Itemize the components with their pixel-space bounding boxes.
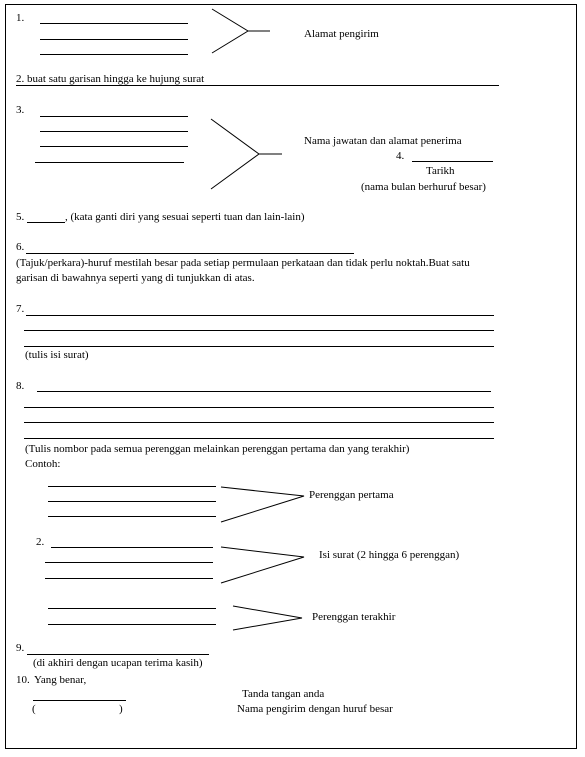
date-label: Tarikh xyxy=(426,165,455,177)
sender-name-label: Nama pengirim dengan huruf besar xyxy=(237,703,393,715)
content-line xyxy=(24,330,494,331)
example-line xyxy=(48,624,216,625)
example-label: Contoh: xyxy=(25,458,61,470)
item-5-number: 5. xyxy=(16,211,25,223)
recipient-address-line xyxy=(40,131,188,132)
sign-off-text: Yang benar, xyxy=(34,674,87,686)
sender-address-label: Alamat pengirim xyxy=(304,28,379,40)
recipient-address-line xyxy=(40,146,188,147)
paragraph-line xyxy=(24,438,494,439)
example-line xyxy=(48,516,216,517)
example-line xyxy=(48,486,216,487)
date-line xyxy=(412,161,493,162)
example-line xyxy=(48,501,216,502)
paragraph-number: 2. xyxy=(36,536,45,548)
example-line xyxy=(48,608,216,609)
item-1-number: 1. xyxy=(16,12,25,24)
salutation-note: , (kata ganti diri yang sesuai seperti tuan dan lain-lain) xyxy=(65,211,305,223)
signature-line xyxy=(33,700,126,701)
example-line xyxy=(45,562,213,563)
name-paren-open: ( xyxy=(32,703,36,715)
title-line xyxy=(26,253,354,254)
recipient-address-line xyxy=(40,116,188,117)
item-2-text: 2. buat satu garisan hingga ke hujung surat xyxy=(16,73,499,86)
closing-line xyxy=(27,654,209,655)
example-line xyxy=(45,578,213,579)
closing-note: (di akhiri dengan ucapan terima kasih) xyxy=(33,657,203,669)
address-line xyxy=(40,54,188,55)
paragraph-line xyxy=(24,422,494,423)
content-note: (tulis isi surat) xyxy=(25,349,89,361)
first-paragraph-label: Perenggan pertama xyxy=(309,489,394,501)
item-4-number: 4. xyxy=(396,150,405,162)
content-line xyxy=(26,315,494,316)
last-paragraph-label: Perenggan terakhir xyxy=(312,611,396,623)
recipient-address-line xyxy=(35,162,184,163)
title-instruction-line1: (Tajuk/perkara)-huruf mestilah besar pada setiap permulaan perkataan dan tidak perlu noktah.Buat satu xyxy=(16,257,470,269)
example-line xyxy=(51,547,213,548)
content-line xyxy=(24,346,494,347)
item-7-number: 7. xyxy=(16,303,25,315)
item-9-number: 9. xyxy=(16,642,25,654)
signature-label: Tanda tangan anda xyxy=(242,688,325,700)
salutation-line xyxy=(27,222,65,223)
name-paren-close: ) xyxy=(119,703,123,715)
item-8-number: 8. xyxy=(16,380,25,392)
item-6-number: 6. xyxy=(16,241,25,253)
paragraph-line xyxy=(24,407,494,408)
item-3-number: 3. xyxy=(16,104,25,116)
title-instruction-line2: garisan di bawahnya seperti yang di tunjukkan di atas. xyxy=(16,272,255,284)
date-note: (nama bulan berhuruf besar) xyxy=(361,181,486,193)
paragraph-line xyxy=(37,391,491,392)
address-line xyxy=(40,23,188,24)
address-line xyxy=(40,39,188,40)
item-10-number: 10. xyxy=(16,674,30,686)
body-paragraph-label: Isi surat (2 hingga 6 perenggan) xyxy=(319,549,460,561)
recipient-address-label: Nama jawatan dan alamat penerima xyxy=(304,135,462,147)
numbering-note: (Tulis nombor pada semua perenggan melainkan perenggan pertama dan yang terakhir) xyxy=(25,443,410,455)
